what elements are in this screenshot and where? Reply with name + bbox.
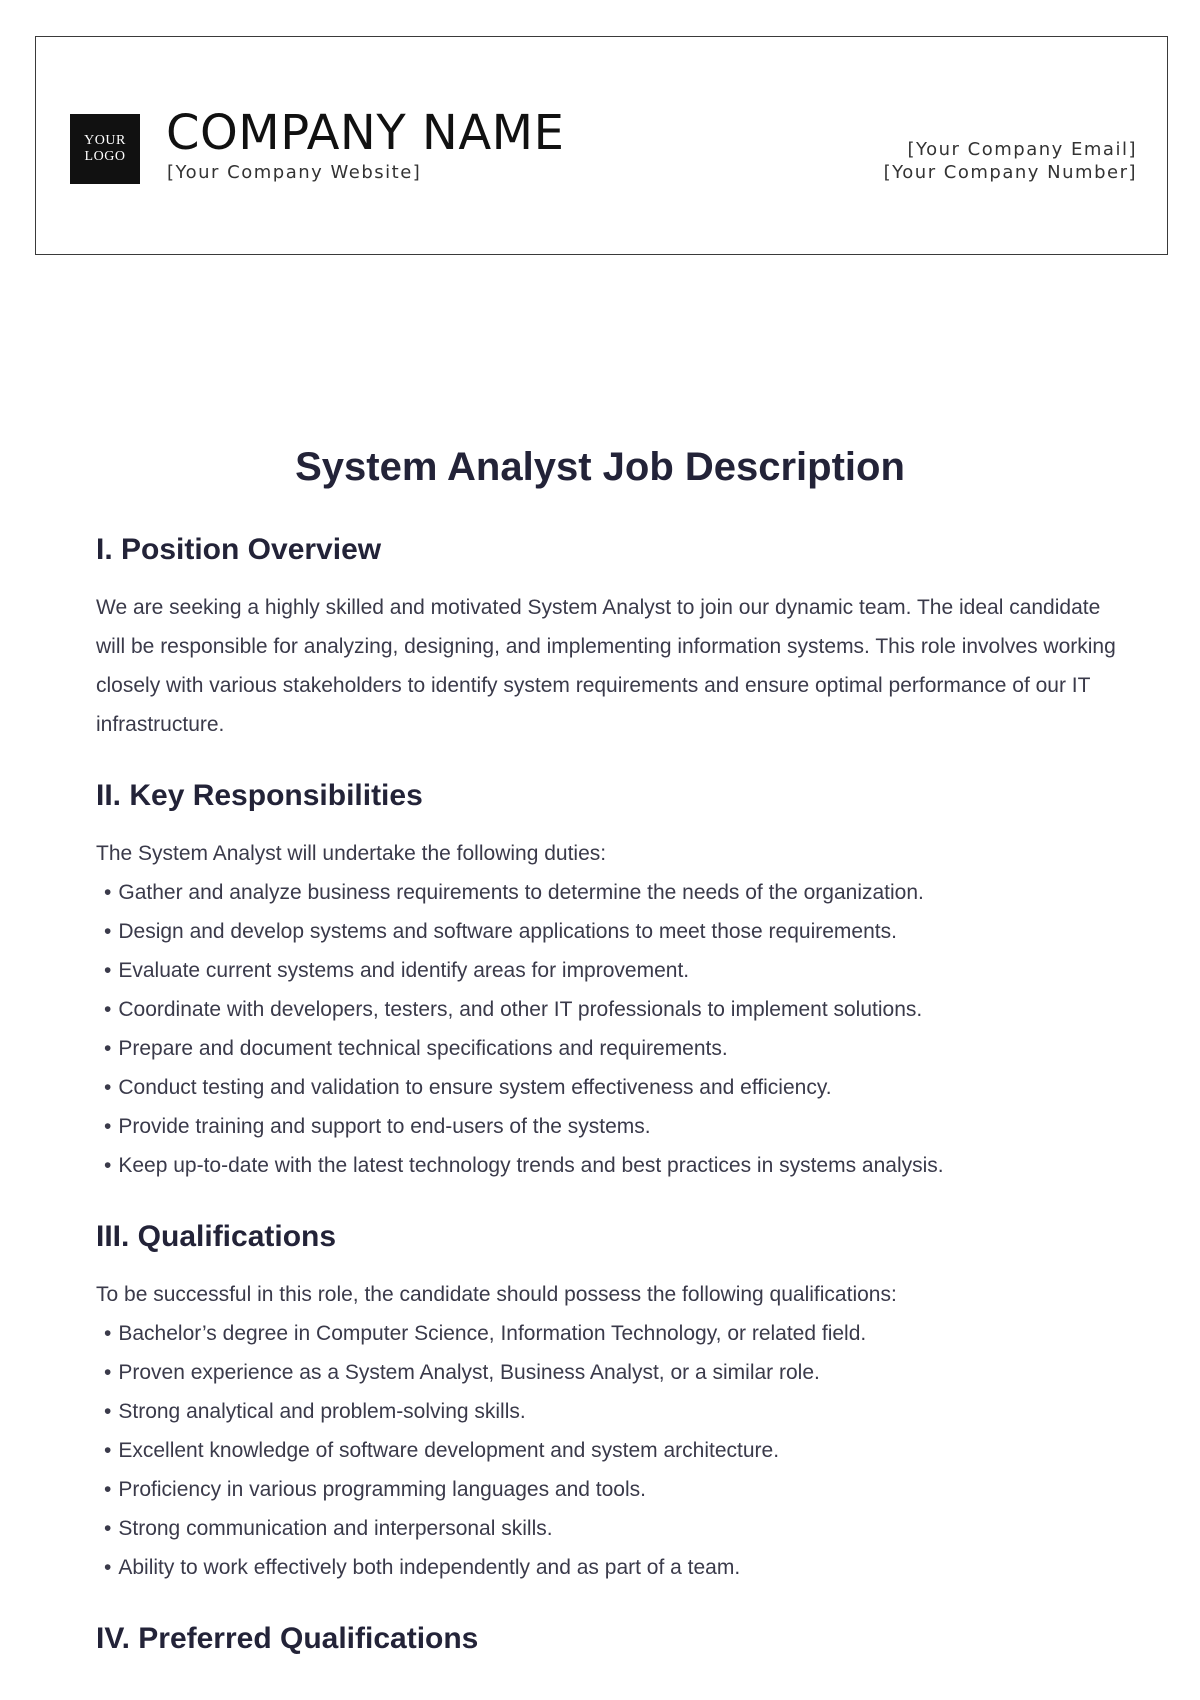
section-heading: IV. Preferred Qualifications xyxy=(96,1622,479,1655)
section-paragraph: We are seeking a highly skilled and motivated System Analyst to join our dynamic team. The ideal candidate will be responsible for analyzing, designing, and implementing information systems. This role involves working closely with various stakeholders to identify system requirements and ensure optimal performance of our IT infrastructure. xyxy=(96,596,1116,736)
list-item: • Keep up-to-date with the latest technology trends and best practices in systems analysis. xyxy=(96,1146,1126,1185)
logo-line-1: YOUR xyxy=(84,133,126,148)
letterhead xyxy=(35,36,1168,255)
document-body xyxy=(96,530,1126,1691)
list-item: • Prepare and document technical specifications and requirements. xyxy=(96,1029,1126,1068)
company-name: COMPANY NAME xyxy=(166,105,565,161)
list-item: • Coordinate with developers, testers, and other IT professionals to implement solutions. xyxy=(96,990,1126,1029)
list-item: • Strong communication and interpersonal skills. xyxy=(96,1509,1126,1548)
company-contact xyxy=(884,138,1137,184)
list-item: • Proficiency in various programming languages and tools. xyxy=(96,1470,1126,1509)
logo-line-2: LOGO xyxy=(84,149,126,164)
qualifications-list xyxy=(96,1314,1126,1587)
responsibilities-list xyxy=(96,873,1126,1185)
list-item: • Proven experience as a System Analyst, Business Analyst, or a similar role. xyxy=(96,1353,1126,1392)
company-logo xyxy=(70,114,140,184)
company-email: [Your Company Email] xyxy=(907,139,1137,160)
section-intro: The System Analyst will undertake the following duties: xyxy=(96,842,607,865)
list-item: • Excellent knowledge of software development and system architecture. xyxy=(96,1431,1126,1470)
section-heading: I. Position Overview xyxy=(96,533,382,566)
list-item: • Gather and analyze business requirements to determine the needs of the organization. xyxy=(96,873,1126,912)
list-item: • Strong analytical and problem-solving skills. xyxy=(96,1392,1126,1431)
section-heading: II. Key Responsibilities xyxy=(96,779,423,812)
section-position-overview xyxy=(96,530,1126,744)
list-item: • Evaluate current systems and identify areas for improvement. xyxy=(96,951,1126,990)
list-item: • Ability to work effectively both independently and as part of a team. xyxy=(96,1548,1126,1587)
company-website: [Your Company Website] xyxy=(167,162,422,183)
list-item: • Design and develop systems and software applications to meet those requirements. xyxy=(96,912,1126,951)
list-item: • Provide training and support to end-users of the systems. xyxy=(96,1107,1126,1146)
company-number: [Your Company Number] xyxy=(883,162,1137,183)
section-key-responsibilities xyxy=(96,776,1126,1185)
list-item: • Bachelor’s degree in Computer Science, Information Technology, or related field. xyxy=(96,1314,1126,1353)
section-intro: To be successful in this role, the candidate should possess the following qualifications: xyxy=(96,1283,897,1306)
document-title: System Analyst Job Description xyxy=(295,445,905,489)
section-qualifications xyxy=(96,1217,1126,1587)
list-item: • Conduct testing and validation to ensure system effectiveness and efficiency. xyxy=(96,1068,1126,1107)
section-preferred-qualifications xyxy=(96,1619,1126,1659)
section-heading: III. Qualifications xyxy=(96,1220,337,1253)
